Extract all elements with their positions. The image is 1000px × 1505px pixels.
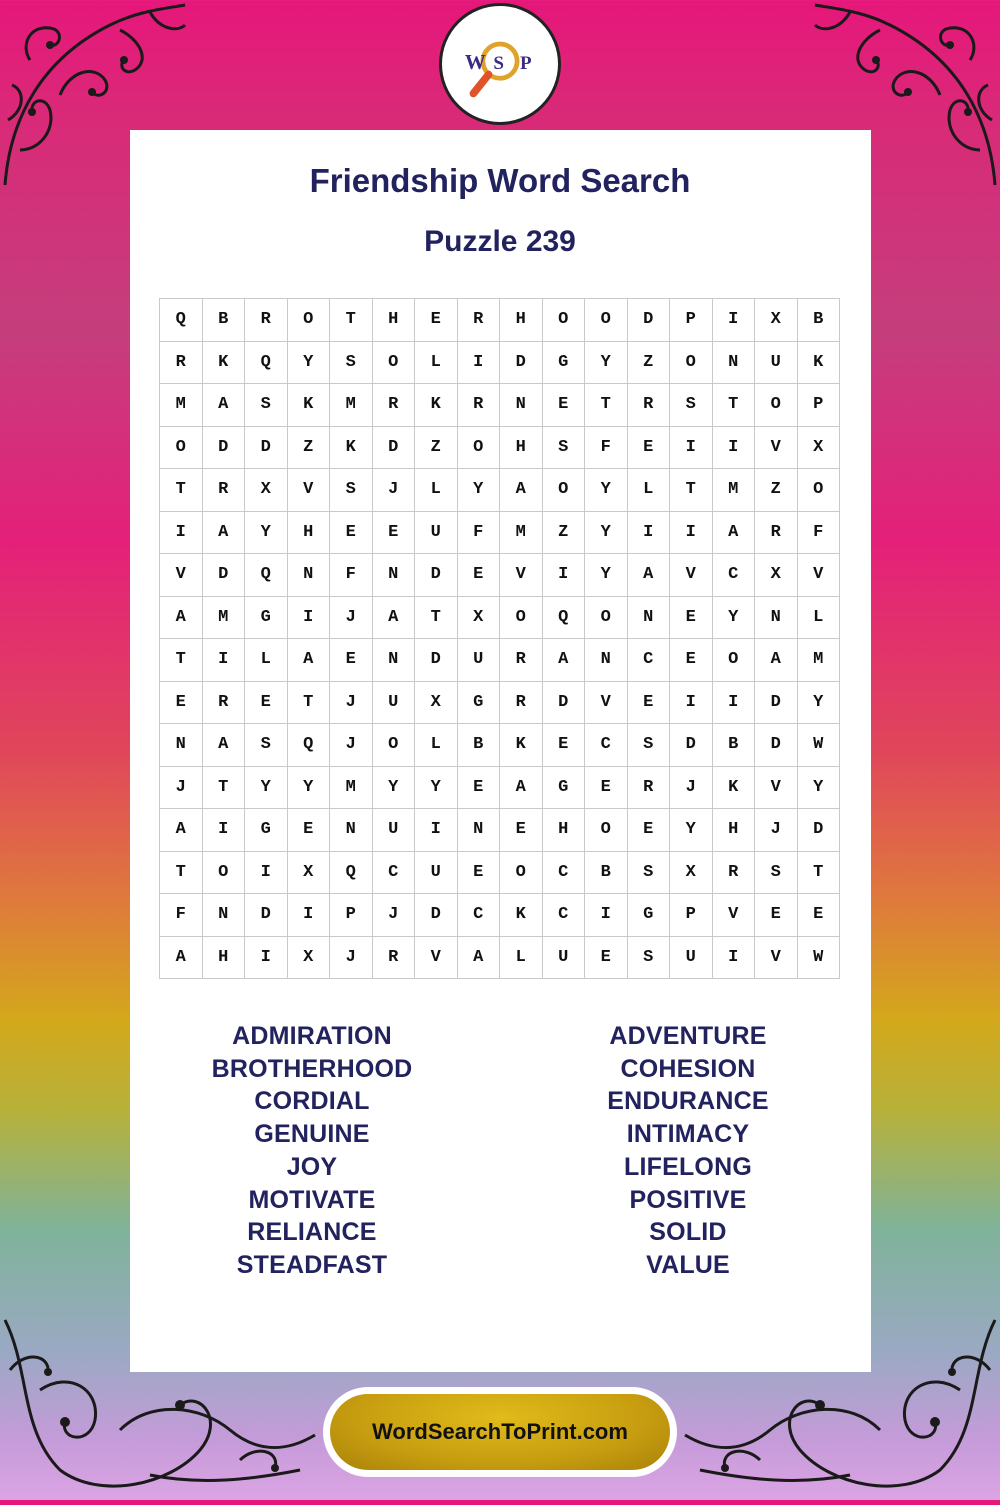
grid-cell[interactable]: X xyxy=(755,554,798,597)
grid-cell[interactable]: D xyxy=(373,427,416,470)
grid-cell[interactable]: E xyxy=(755,894,798,937)
grid-cell[interactable]: Y xyxy=(585,512,628,555)
grid-cell[interactable]: K xyxy=(798,342,841,385)
grid-cell[interactable]: F xyxy=(160,894,203,937)
grid-cell[interactable]: S xyxy=(245,384,288,427)
grid-cell[interactable]: I xyxy=(713,299,756,342)
grid-cell[interactable]: Z xyxy=(755,469,798,512)
grid-cell[interactable]: L xyxy=(415,724,458,767)
grid-cell[interactable]: R xyxy=(500,682,543,725)
grid-cell[interactable]: R xyxy=(203,682,246,725)
word-list-item: ADVENTURE xyxy=(609,1022,767,1050)
grid-cell[interactable]: R xyxy=(458,299,501,342)
grid-cell[interactable]: T xyxy=(670,469,713,512)
grid-cell[interactable]: K xyxy=(415,384,458,427)
grid-cell[interactable]: X xyxy=(288,937,331,980)
grid-cell[interactable]: M xyxy=(330,384,373,427)
grid-cell[interactable]: C xyxy=(585,724,628,767)
grid-cell[interactable]: B xyxy=(203,299,246,342)
grid-cell[interactable]: U xyxy=(373,682,416,725)
word-list-item: ENDURANCE xyxy=(607,1087,769,1116)
grid-cell[interactable]: R xyxy=(628,384,671,427)
grid-cell[interactable]: U xyxy=(415,512,458,555)
grid-cell[interactable]: I xyxy=(670,682,713,725)
grid-cell[interactable]: O xyxy=(585,299,628,342)
grid-cell[interactable]: E xyxy=(585,767,628,810)
grid-cell[interactable]: I xyxy=(543,554,586,597)
grid-cell[interactable]: E xyxy=(628,809,671,852)
grid-cell[interactable]: D xyxy=(798,809,841,852)
grid-cell[interactable]: Y xyxy=(288,767,331,810)
grid-cell[interactable]: A xyxy=(160,809,203,852)
grid-cell[interactable]: I xyxy=(670,512,713,555)
grid-cell[interactable]: V xyxy=(500,554,543,597)
grid-cell[interactable]: X xyxy=(755,299,798,342)
grid-cell[interactable]: K xyxy=(330,427,373,470)
grid-cell[interactable]: Y xyxy=(288,342,331,385)
grid-cell[interactable]: L xyxy=(245,639,288,682)
grid-cell[interactable]: Y xyxy=(585,342,628,385)
grid-cell[interactable]: P xyxy=(670,299,713,342)
grid-cell[interactable]: N xyxy=(458,809,501,852)
grid-cell[interactable]: I xyxy=(203,809,246,852)
grid-cell[interactable]: J xyxy=(670,767,713,810)
grid-cell[interactable]: V xyxy=(415,937,458,980)
grid-cell[interactable]: A xyxy=(500,469,543,512)
grid-cell[interactable]: H xyxy=(500,427,543,470)
grid-cell[interactable]: Z xyxy=(628,342,671,385)
grid-cell[interactable]: R xyxy=(245,299,288,342)
grid-cell[interactable]: O xyxy=(500,597,543,640)
grid-cell[interactable]: C xyxy=(543,852,586,895)
grid-cell[interactable]: A xyxy=(160,597,203,640)
grid-cell[interactable]: N xyxy=(755,597,798,640)
grid-cell[interactable]: H xyxy=(288,512,331,555)
grid-cell[interactable]: T xyxy=(288,682,331,725)
grid-cell[interactable]: T xyxy=(585,384,628,427)
grid-cell[interactable]: F xyxy=(458,512,501,555)
grid-cell[interactable]: A xyxy=(373,597,416,640)
grid-cell[interactable]: I xyxy=(245,852,288,895)
grid-cell[interactable]: D xyxy=(628,299,671,342)
grid-cell[interactable]: O xyxy=(798,469,841,512)
grid-cell[interactable]: N xyxy=(330,809,373,852)
grid-cell[interactable]: D xyxy=(500,342,543,385)
grid-cell[interactable]: J xyxy=(330,724,373,767)
grid-cell[interactable]: X xyxy=(798,427,841,470)
grid-cell[interactable]: I xyxy=(203,639,246,682)
grid-cell[interactable]: N xyxy=(585,639,628,682)
grid-cell[interactable]: Y xyxy=(373,767,416,810)
grid-cell[interactable]: U xyxy=(458,639,501,682)
grid-cell[interactable]: E xyxy=(585,937,628,980)
grid-cell[interactable]: U xyxy=(415,852,458,895)
word-list-item: COHESION xyxy=(620,1054,756,1083)
grid-cell[interactable]: Q xyxy=(245,342,288,385)
grid-cell[interactable]: P xyxy=(330,894,373,937)
grid-cell[interactable]: Y xyxy=(245,767,288,810)
grid-cell[interactable]: D xyxy=(415,894,458,937)
word-list-item: JOY xyxy=(286,1152,338,1181)
grid-cell[interactable]: J xyxy=(373,894,416,937)
grid-cell[interactable]: M xyxy=(330,767,373,810)
letter-grid xyxy=(159,298,840,979)
grid-cell[interactable]: V xyxy=(755,427,798,470)
grid-cell[interactable]: S xyxy=(670,384,713,427)
grid-cell[interactable]: N xyxy=(628,597,671,640)
grid-cell[interactable]: U xyxy=(373,809,416,852)
grid-cell[interactable]: Y xyxy=(798,767,841,810)
grid-cell[interactable]: C xyxy=(373,852,416,895)
grid-cell[interactable]: A xyxy=(458,937,501,980)
grid-cell[interactable]: V xyxy=(288,469,331,512)
grid-cell[interactable]: A xyxy=(628,554,671,597)
grid-cell[interactable]: T xyxy=(160,469,203,512)
grid-cell[interactable]: X xyxy=(415,682,458,725)
grid-cell[interactable]: V xyxy=(798,554,841,597)
grid-cell[interactable]: R xyxy=(373,937,416,980)
grid-cell[interactable]: D xyxy=(415,554,458,597)
grid-cell[interactable]: S xyxy=(543,427,586,470)
grid-cell[interactable]: D xyxy=(755,724,798,767)
word-list-left xyxy=(152,1020,472,1282)
grid-cell[interactable]: L xyxy=(628,469,671,512)
grid-cell[interactable]: Y xyxy=(713,597,756,640)
grid-cell[interactable]: D xyxy=(203,427,246,470)
site-logo[interactable] xyxy=(439,3,561,125)
grid-cell[interactable]: K xyxy=(500,724,543,767)
logo-letter-w: W xyxy=(464,49,486,74)
grid-cell[interactable]: L xyxy=(798,597,841,640)
grid-cell[interactable]: Q xyxy=(245,554,288,597)
grid-cell[interactable]: M xyxy=(203,597,246,640)
grid-cell[interactable]: U xyxy=(755,342,798,385)
grid-cell[interactable]: T xyxy=(160,852,203,895)
grid-cell[interactable]: O xyxy=(585,597,628,640)
grid-cell[interactable]: I xyxy=(713,682,756,725)
grid-cell[interactable]: E xyxy=(330,639,373,682)
grid-cell[interactable]: P xyxy=(798,384,841,427)
grid-cell[interactable]: O xyxy=(288,299,331,342)
grid-cell[interactable]: L xyxy=(415,342,458,385)
grid-cell[interactable]: E xyxy=(458,852,501,895)
grid-cell[interactable]: I xyxy=(713,937,756,980)
grid-cell[interactable]: V xyxy=(713,894,756,937)
grid-cell[interactable]: X xyxy=(670,852,713,895)
grid-cell[interactable]: A xyxy=(288,639,331,682)
grid-cell[interactable]: R xyxy=(458,384,501,427)
grid-cell[interactable]: I xyxy=(713,427,756,470)
grid-cell[interactable]: Y xyxy=(458,469,501,512)
grid-cell[interactable]: V xyxy=(585,682,628,725)
grid-cell[interactable]: O xyxy=(373,724,416,767)
grid-cell[interactable]: D xyxy=(755,682,798,725)
word-list-item: LIFELONG xyxy=(624,1152,752,1181)
grid-cell[interactable]: G xyxy=(245,809,288,852)
grid-cell[interactable]: E xyxy=(628,682,671,725)
grid-cell[interactable]: O xyxy=(500,852,543,895)
grid-cell[interactable]: J xyxy=(330,937,373,980)
grid-cell[interactable]: C xyxy=(713,554,756,597)
grid-cell[interactable]: X xyxy=(245,469,288,512)
grid-cell[interactable]: I xyxy=(458,342,501,385)
grid-cell[interactable]: E xyxy=(670,639,713,682)
grid-cell[interactable]: O xyxy=(543,299,586,342)
grid-cell[interactable]: Q xyxy=(288,724,331,767)
grid-cell[interactable]: G xyxy=(245,597,288,640)
grid-cell[interactable]: N xyxy=(288,554,331,597)
grid-cell[interactable]: Q xyxy=(543,597,586,640)
grid-cell[interactable]: D xyxy=(245,427,288,470)
word-list-item: VALUE xyxy=(646,1250,730,1279)
grid-cell[interactable]: E xyxy=(543,384,586,427)
grid-cell[interactable]: K xyxy=(288,384,331,427)
grid-cell[interactable]: Y xyxy=(670,809,713,852)
grid-cell[interactable]: I xyxy=(628,512,671,555)
grid-cell[interactable]: E xyxy=(500,809,543,852)
grid-cell[interactable]: D xyxy=(245,894,288,937)
grid-cell[interactable]: Y xyxy=(245,512,288,555)
word-list-item: INTIMACY xyxy=(626,1120,750,1149)
grid-cell[interactable]: R xyxy=(203,469,246,512)
grid-cell[interactable]: W xyxy=(798,937,841,980)
word-list-item: ADMIRATION xyxy=(232,1022,392,1050)
grid-cell[interactable]: R xyxy=(755,512,798,555)
grid-cell[interactable]: X xyxy=(288,852,331,895)
grid-cell[interactable]: C xyxy=(458,894,501,937)
grid-cell[interactable]: O xyxy=(585,809,628,852)
grid-cell[interactable]: G xyxy=(543,767,586,810)
grid-cell[interactable]: R xyxy=(628,767,671,810)
grid-cell[interactable]: U xyxy=(543,937,586,980)
grid-cell[interactable]: I xyxy=(585,894,628,937)
grid-cell[interactable]: A xyxy=(500,767,543,810)
grid-cell[interactable]: M xyxy=(500,512,543,555)
grid-cell[interactable]: C xyxy=(543,894,586,937)
word-list-item: MOTIVATE xyxy=(248,1185,376,1214)
grid-cell[interactable]: E xyxy=(288,809,331,852)
grid-cell[interactable]: Z xyxy=(415,427,458,470)
grid-cell[interactable]: A xyxy=(713,512,756,555)
grid-cell[interactable]: E xyxy=(330,512,373,555)
logo-letter-p: P xyxy=(519,52,532,74)
grid-cell[interactable]: E xyxy=(543,724,586,767)
grid-cell[interactable]: B xyxy=(798,299,841,342)
grid-cell[interactable]: N xyxy=(160,724,203,767)
word-list-item: CORDIAL xyxy=(254,1087,370,1116)
grid-cell[interactable]: B xyxy=(585,852,628,895)
grid-cell[interactable]: E xyxy=(458,767,501,810)
grid-cell[interactable]: F xyxy=(585,427,628,470)
grid-cell[interactable]: K xyxy=(500,894,543,937)
grid-cell[interactable]: T xyxy=(713,384,756,427)
grid-cell[interactable]: E xyxy=(373,512,416,555)
grid-cell[interactable]: L xyxy=(415,469,458,512)
grid-cell[interactable]: E xyxy=(628,427,671,470)
grid-cell[interactable]: S xyxy=(245,724,288,767)
grid-cell[interactable]: O xyxy=(713,639,756,682)
grid-cell[interactable]: E xyxy=(160,682,203,725)
grid-cell[interactable]: U xyxy=(670,937,713,980)
grid-cell[interactable]: O xyxy=(755,384,798,427)
grid-cell[interactable]: I xyxy=(670,427,713,470)
grid-cell[interactable]: K xyxy=(203,342,246,385)
grid-cell[interactable]: J xyxy=(160,767,203,810)
grid-cell[interactable]: N xyxy=(203,894,246,937)
grid-cell[interactable]: N xyxy=(713,342,756,385)
page-title: Friendship Word Search xyxy=(309,162,691,199)
website-badge[interactable] xyxy=(323,1387,677,1477)
grid-cell[interactable]: V xyxy=(160,554,203,597)
grid-cell[interactable]: Y xyxy=(415,767,458,810)
grid-cell[interactable]: D xyxy=(415,639,458,682)
grid-cell[interactable]: O xyxy=(160,427,203,470)
grid-cell[interactable]: E xyxy=(245,682,288,725)
grid-cell[interactable]: F xyxy=(798,512,841,555)
grid-cell[interactable]: D xyxy=(543,682,586,725)
word-list-right xyxy=(528,1020,848,1282)
grid-cell[interactable]: S xyxy=(330,469,373,512)
word-list-item: RELIANCE xyxy=(247,1218,377,1247)
grid-cell[interactable]: B xyxy=(713,724,756,767)
grid-cell[interactable]: X xyxy=(458,597,501,640)
grid-cell[interactable]: R xyxy=(373,384,416,427)
grid-cell[interactable]: S xyxy=(628,852,671,895)
grid-cell[interactable]: D xyxy=(203,554,246,597)
grid-cell[interactable]: R xyxy=(500,639,543,682)
grid-cell[interactable]: T xyxy=(160,639,203,682)
grid-cell[interactable]: E xyxy=(670,597,713,640)
grid-cell[interactable]: J xyxy=(330,682,373,725)
grid-cell[interactable]: G xyxy=(628,894,671,937)
grid-cell[interactable]: Z xyxy=(543,512,586,555)
word-list-item: BROTHERHOOD xyxy=(211,1054,413,1083)
grid-cell[interactable]: W xyxy=(798,724,841,767)
grid-cell[interactable]: E xyxy=(798,894,841,937)
grid-cell[interactable]: N xyxy=(500,384,543,427)
grid-cell[interactable]: E xyxy=(458,554,501,597)
grid-cell[interactable]: N xyxy=(373,639,416,682)
magnifier-logo-icon xyxy=(442,6,558,122)
grid-cell[interactable]: I xyxy=(288,894,331,937)
grid-cell[interactable]: G xyxy=(543,342,586,385)
grid-cell[interactable]: F xyxy=(330,554,373,597)
grid-cell[interactable]: H xyxy=(713,809,756,852)
grid-cell[interactable]: Y xyxy=(585,554,628,597)
grid-cell[interactable]: O xyxy=(543,469,586,512)
grid-cell[interactable]: I xyxy=(245,937,288,980)
grid-cell[interactable]: R xyxy=(160,342,203,385)
grid-cell[interactable]: H xyxy=(373,299,416,342)
grid-cell[interactable]: Q xyxy=(330,852,373,895)
grid-cell[interactable]: I xyxy=(288,597,331,640)
word-list-item: SOLID xyxy=(649,1218,727,1247)
word-list-item: POSITIVE xyxy=(629,1185,747,1214)
grid-cell[interactable]: C xyxy=(628,639,671,682)
word-list-item: STEADFAST xyxy=(236,1250,388,1279)
puzzle-number: Puzzle 239 xyxy=(424,225,576,258)
grid-cell[interactable]: O xyxy=(670,342,713,385)
grid-cell[interactable]: A xyxy=(203,384,246,427)
grid-cell[interactable]: I xyxy=(415,809,458,852)
grid-cell[interactable]: T xyxy=(330,299,373,342)
grid-cell[interactable]: Y xyxy=(798,682,841,725)
grid-cell[interactable]: T xyxy=(203,767,246,810)
grid-cell[interactable]: M xyxy=(713,469,756,512)
grid-cell[interactable]: V xyxy=(755,767,798,810)
grid-cell[interactable]: H xyxy=(500,299,543,342)
grid-cell[interactable]: I xyxy=(160,512,203,555)
grid-cell[interactable]: J xyxy=(330,597,373,640)
grid-cell[interactable]: J xyxy=(755,809,798,852)
grid-cell[interactable]: V xyxy=(670,554,713,597)
grid-cell[interactable]: O xyxy=(203,852,246,895)
grid-cell[interactable]: Q xyxy=(160,299,203,342)
grid-cell[interactable]: R xyxy=(713,852,756,895)
grid-cell[interactable]: Z xyxy=(288,427,331,470)
grid-cell[interactable]: K xyxy=(713,767,756,810)
grid-cell[interactable]: J xyxy=(373,469,416,512)
grid-cell[interactable]: O xyxy=(373,342,416,385)
logo-letter-s: S xyxy=(493,52,504,74)
grid-cell[interactable]: T xyxy=(415,597,458,640)
grid-cell[interactable]: B xyxy=(458,724,501,767)
website-link[interactable]: WordSearchToPrint.com xyxy=(372,1419,628,1444)
grid-cell[interactable]: M xyxy=(798,639,841,682)
grid-cell[interactable]: M xyxy=(160,384,203,427)
grid-cell[interactable]: S xyxy=(330,342,373,385)
grid-cell[interactable]: A xyxy=(160,937,203,980)
grid-cell[interactable]: E xyxy=(415,299,458,342)
word-list-item: GENUINE xyxy=(254,1120,370,1149)
grid-cell[interactable]: G xyxy=(458,682,501,725)
grid-cell[interactable]: N xyxy=(373,554,416,597)
grid-cell[interactable]: O xyxy=(458,427,501,470)
grid-cell[interactable]: S xyxy=(755,852,798,895)
grid-cell[interactable]: Y xyxy=(585,469,628,512)
grid-cell[interactable]: T xyxy=(798,852,841,895)
grid-cell[interactable]: H xyxy=(203,937,246,980)
grid-cell[interactable]: L xyxy=(500,937,543,980)
grid-cell[interactable]: P xyxy=(670,894,713,937)
grid-cell[interactable]: H xyxy=(543,809,586,852)
grid-cell[interactable]: V xyxy=(755,937,798,980)
grid-cell[interactable]: S xyxy=(628,724,671,767)
grid-cell[interactable]: S xyxy=(628,937,671,980)
grid-cell[interactable]: D xyxy=(670,724,713,767)
grid-cell[interactable]: A xyxy=(755,639,798,682)
grid-cell[interactable]: A xyxy=(203,724,246,767)
grid-cell[interactable]: A xyxy=(543,639,586,682)
grid-cell[interactable]: A xyxy=(203,512,246,555)
